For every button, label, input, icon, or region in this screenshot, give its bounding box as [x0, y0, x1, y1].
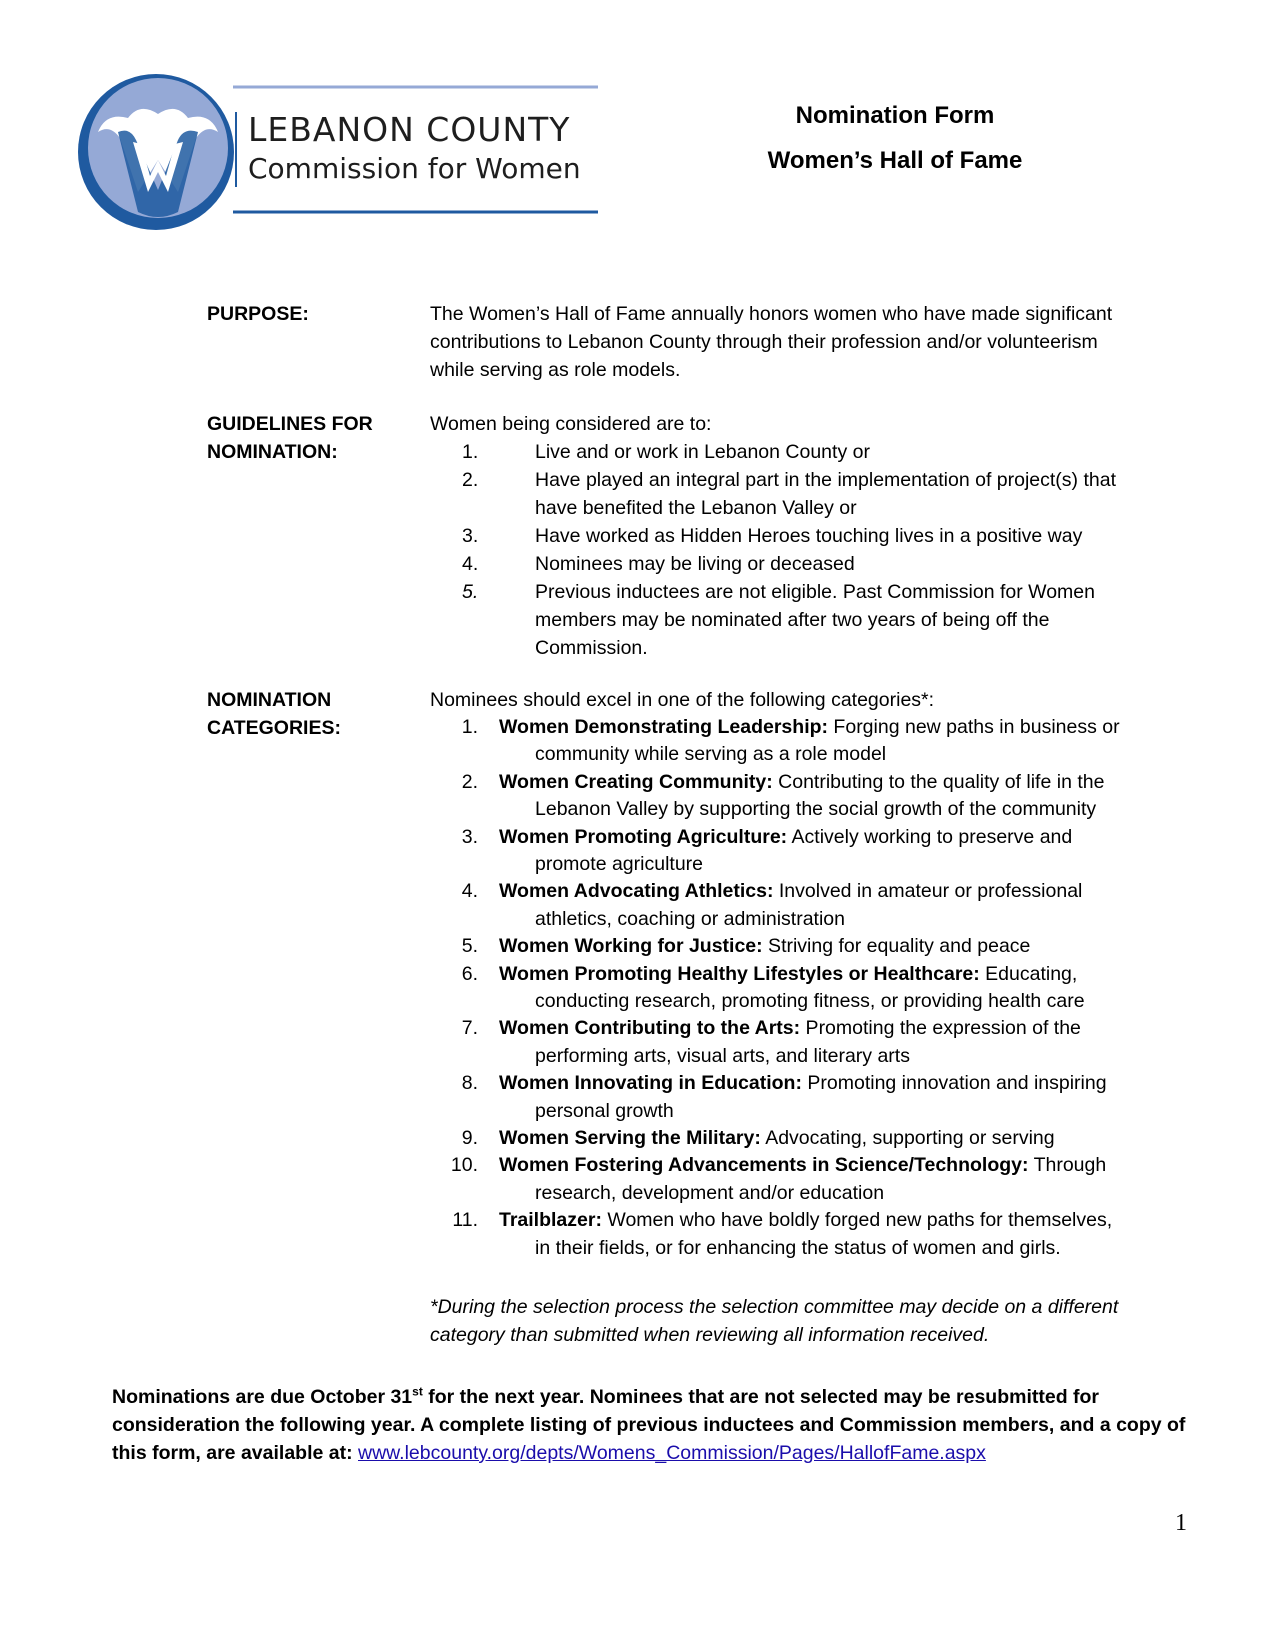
purpose-line: contributions to Lebanon County through their profession and/or volunteerism [430, 331, 1098, 353]
category-number: 4. [461, 880, 478, 903]
category-item [438, 1125, 1198, 1152]
categories-label [207, 686, 341, 742]
category-description: Promoting the expression of the [800, 1017, 1081, 1040]
footer-notice [112, 1383, 1212, 1467]
guideline-text: have benefited the Lebanon Valley or [535, 497, 857, 519]
category-description-cont: conducting research, promoting fitness, or providing health care [535, 990, 1085, 1012]
category-item [438, 1015, 1198, 1070]
purpose-text [430, 300, 1190, 384]
guideline-item [462, 550, 1192, 578]
category-description: Promoting innovation and inspiring [801, 1072, 1107, 1095]
category-item [438, 878, 1198, 933]
guideline-item [462, 466, 1192, 522]
category-name: Women Creating Community: [499, 770, 773, 793]
footer-text: Nominations are due October 31 [112, 1386, 413, 1408]
category-name: Women Fostering Advancements in Science/Technology: [499, 1154, 1029, 1177]
category-description-cont: community while serving as a role model [535, 743, 887, 766]
guideline-text: Commission. [535, 637, 648, 659]
category-number: 5. [461, 935, 478, 958]
guideline-number: 2. [462, 469, 479, 491]
category-name: Trailblazer: [499, 1209, 602, 1232]
purpose-line: The Women’s Hall of Fame annually honors women who have made significant [430, 303, 1113, 325]
category-name: Women Demonstrating Leadership: [499, 716, 829, 738]
category-item [438, 824, 1198, 879]
category-item [438, 714, 1198, 769]
category-number: 7. [461, 1017, 478, 1040]
category-description: Advocating, supporting or serving [760, 1127, 1055, 1149]
category-description: Educating, [979, 962, 1078, 985]
category-name: Women Innovating in Education: [499, 1072, 802, 1095]
category-description: Forging new paths in business or [828, 716, 1120, 738]
guideline-text: members may be nominated after two years of being off the [535, 609, 1050, 631]
category-number: 3. [461, 825, 478, 848]
category-description-cont: in their fields, or for enhancing the status of women and girls. [535, 1236, 1061, 1259]
categories-intro: Nominees should excel in one of the following categories*: [430, 689, 935, 711]
category-name: Women Contributing to the Arts: [499, 1017, 801, 1040]
guideline-text: Live and or work in Lebanon County or [535, 441, 870, 463]
category-description: Contributing to the quality of life in the [772, 770, 1105, 793]
category-description-cont: promote agriculture [535, 853, 703, 875]
category-description-cont: research, development and/or education [535, 1181, 885, 1204]
guidelines-label-line: NOMINATION: [207, 441, 338, 463]
guideline-item [462, 578, 1192, 662]
category-number: 10. [450, 1154, 478, 1177]
category-item [438, 1152, 1198, 1207]
category-name: Women Promoting Agriculture: [499, 825, 788, 848]
category-name: Women Advocating Athletics: [499, 880, 774, 903]
note-line: *During the selection process the selection committee may decide on a different [430, 1296, 1119, 1318]
categories-note [430, 1293, 1190, 1349]
category-item [438, 769, 1198, 824]
category-number: 1. [461, 716, 478, 738]
category-item [438, 933, 1198, 960]
category-description: Involved in amateur or professional [773, 880, 1083, 903]
category-description-cont: Lebanon Valley by supporting the social growth of the community [535, 798, 1097, 821]
category-item [438, 961, 1198, 1016]
page-number: 1 [1175, 1510, 1187, 1536]
guidelines-intro: Women being considered are to: [430, 413, 712, 435]
guidelines-label-line: GUIDELINES FOR [207, 413, 373, 435]
form-subtitle: Women’s Hall of Fame [767, 147, 1023, 174]
category-number: 6. [461, 962, 478, 985]
guideline-number: 1. [462, 441, 479, 463]
category-number: 11. [452, 1209, 478, 1232]
guideline-text: Previous inductees are not eligible. Past Commission for Women [535, 581, 1095, 603]
guideline-text: Have worked as Hidden Heroes touching lives in a positive way [535, 525, 1083, 547]
categories-label-line: CATEGORIES: [207, 717, 341, 739]
logo-title: LEBANON COUNTY [248, 110, 571, 149]
logo [78, 72, 603, 232]
guideline-number: 3. [462, 525, 479, 547]
category-description: Striving for equality and peace [762, 935, 1031, 958]
categories-label-line: NOMINATION [207, 689, 332, 711]
form-title: Nomination Form [795, 102, 995, 129]
guideline-item [462, 522, 1192, 550]
category-description-cont: performing arts, visual arts, and literary arts [535, 1044, 910, 1067]
guideline-text: Have played an integral part in the implementation of project(s) that [535, 469, 1116, 491]
guideline-item [462, 438, 1192, 466]
category-description-cont: personal growth [535, 1099, 674, 1122]
category-description: Women who have boldly forged new paths for themselves, [601, 1209, 1113, 1232]
guideline-number: 5. [462, 581, 479, 603]
guideline-text: Nominees may be living or deceased [535, 553, 855, 575]
logo-subtitle: Commission for Women [248, 152, 581, 185]
guideline-number: 4. [462, 553, 479, 575]
category-description-cont: athletics, coaching or administration [535, 907, 845, 930]
category-item [438, 1070, 1198, 1125]
category-name: Women Serving the Military: [499, 1127, 761, 1149]
note-line: category than submitted when reviewing all information received. [430, 1324, 990, 1346]
purpose-line: while serving as role models. [430, 359, 681, 381]
category-description: Actively working to preserve and [787, 825, 1073, 848]
category-number: 2. [461, 770, 478, 793]
category-name: Women Working for Justice: [499, 935, 763, 958]
category-name: Women Promoting Healthy Lifestyles or Healthcare: [499, 962, 980, 985]
category-number: 9. [461, 1127, 478, 1149]
category-description: Through [1028, 1154, 1107, 1177]
footer-text: for the next year. Nominees that are not selected may be resubmitted for consideration the following year. A complete listing of previous inductees and Commission members, and a copy of this form, are available at: [112, 1386, 1186, 1464]
purpose-label: PURPOSE: [207, 303, 309, 325]
category-item [438, 1207, 1198, 1262]
hall-of-fame-link[interactable]: www.lebcounty.org/depts/Womens_Commission/Pages/HallofFame.aspx [358, 1442, 986, 1464]
guidelines-label [207, 410, 373, 466]
footer-sup: st [412, 1384, 423, 1399]
category-number: 8. [461, 1072, 478, 1095]
